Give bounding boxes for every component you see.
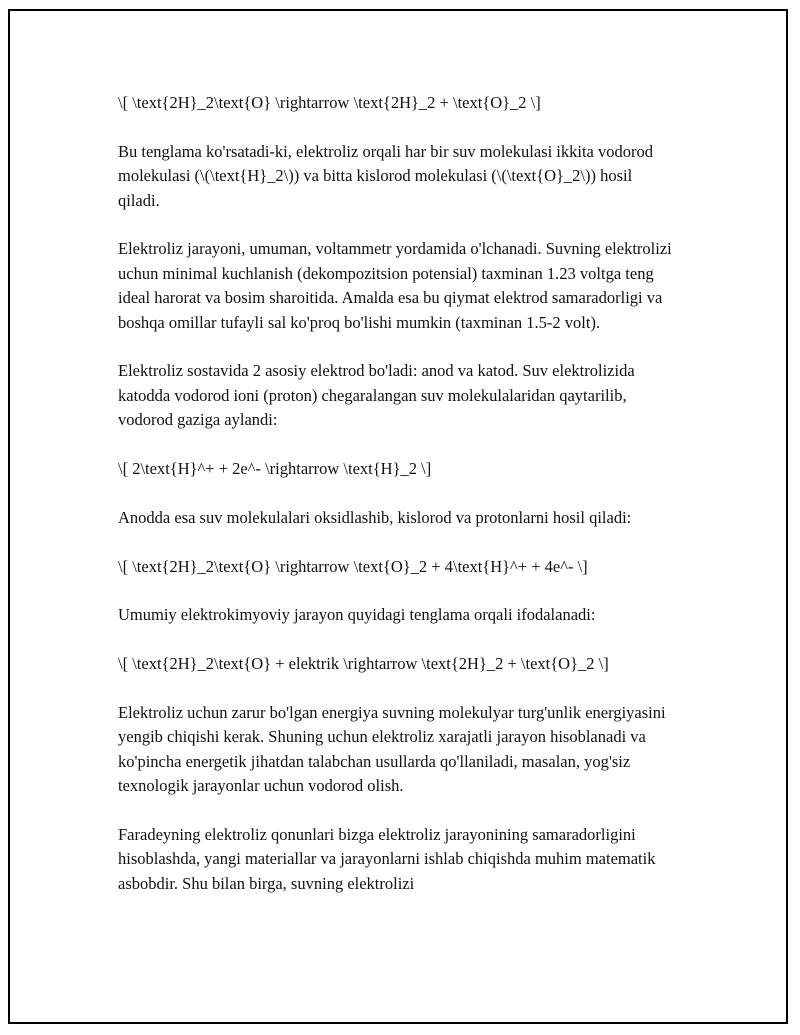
paragraph-equation-explanation: Bu tenglama ko'rsatadi-ki, elektroliz orqali har bir suv molekulasi ikkita vodorod molekulasi (\(\text{H}_2\)) va bitta kislorod molekulasi (\(\text{O}_2\)) hosil qiladi.: [118, 141, 653, 210]
equation-anode: \[ \text{2H}_2\text{O} \rightarrow \text{O}_2 + 4\text{H}^+ + 4e^- \]: [118, 556, 588, 576]
paragraph-faraday: Faradeyning elektroliz qonunlari bizga elektroliz jarayonining samaradorligini hisoblashda, yangi materiallar va jarayonlarni ishlab chiqishda muhim matematik asbobdir. Shu bilan birga, suvning elektrolizi: [118, 825, 656, 893]
paragraph-anode: Anodda esa suv molekulalari oksidlashib, kislorod va protonlarni hosil qiladi:: [118, 507, 632, 527]
paragraph-overall-intro: Umumiy elektrokimyoviy jarayon quyidagi tenglama orqali ifodalanadi:: [118, 605, 596, 625]
paragraph-voltage: Elektroliz jarayoni, umuman, voltammetr yordamida o'lchanadi. Suvning elektrolizi uchun minimal kuchlanish (dekompozitsion potensial) taxminan 1.23 voltga teng ideal harorat va bosim sharoitida. Amalda esa bu qiymat elektrod samaradorligi va boshqa omillar tufayli sal ko'proq bo'lishi mumkin (taxminan 1.5-2 volt).: [118, 239, 672, 332]
equation-cathode: \[ 2\text{H}^+ + 2e^- \rightarrow \text{H}_2 \]: [118, 459, 432, 479]
document-body: [118, 91, 678, 921]
equation-overall-electric: \[ \text{2H}_2\text{O} + elektrik \rightarrow \text{2H}_2 + \text{O}_2 \]: [118, 654, 609, 674]
paragraph-energy: Elektroliz uchun zarur bo'lgan energiya suvning molekulyar turg'unlik energiyasini yengib chiqishi kerak. Shuning uchun elektroliz xarajatli jarayon hisoblanadi va ko'pincha energetik jihatdan talabchan usullarda qo'llaniladi, masalan, yog'siz texnologik jarayonlar uchun vodorod olish.: [118, 703, 666, 796]
paragraph-electrodes: Elektroliz sostavida 2 asosiy elektrod bo'ladi: anod va katod. Suv elektrolizida katodda vodorod ioni (proton) chegaralangan suv molekulalaridan qaytarilib, vodorod gaziga aylandi:: [118, 361, 635, 430]
equation-overall-decomposition: \[ \text{2H}_2\text{O} \rightarrow \text{2H}_2 + \text{O}_2 \]: [118, 93, 541, 112]
